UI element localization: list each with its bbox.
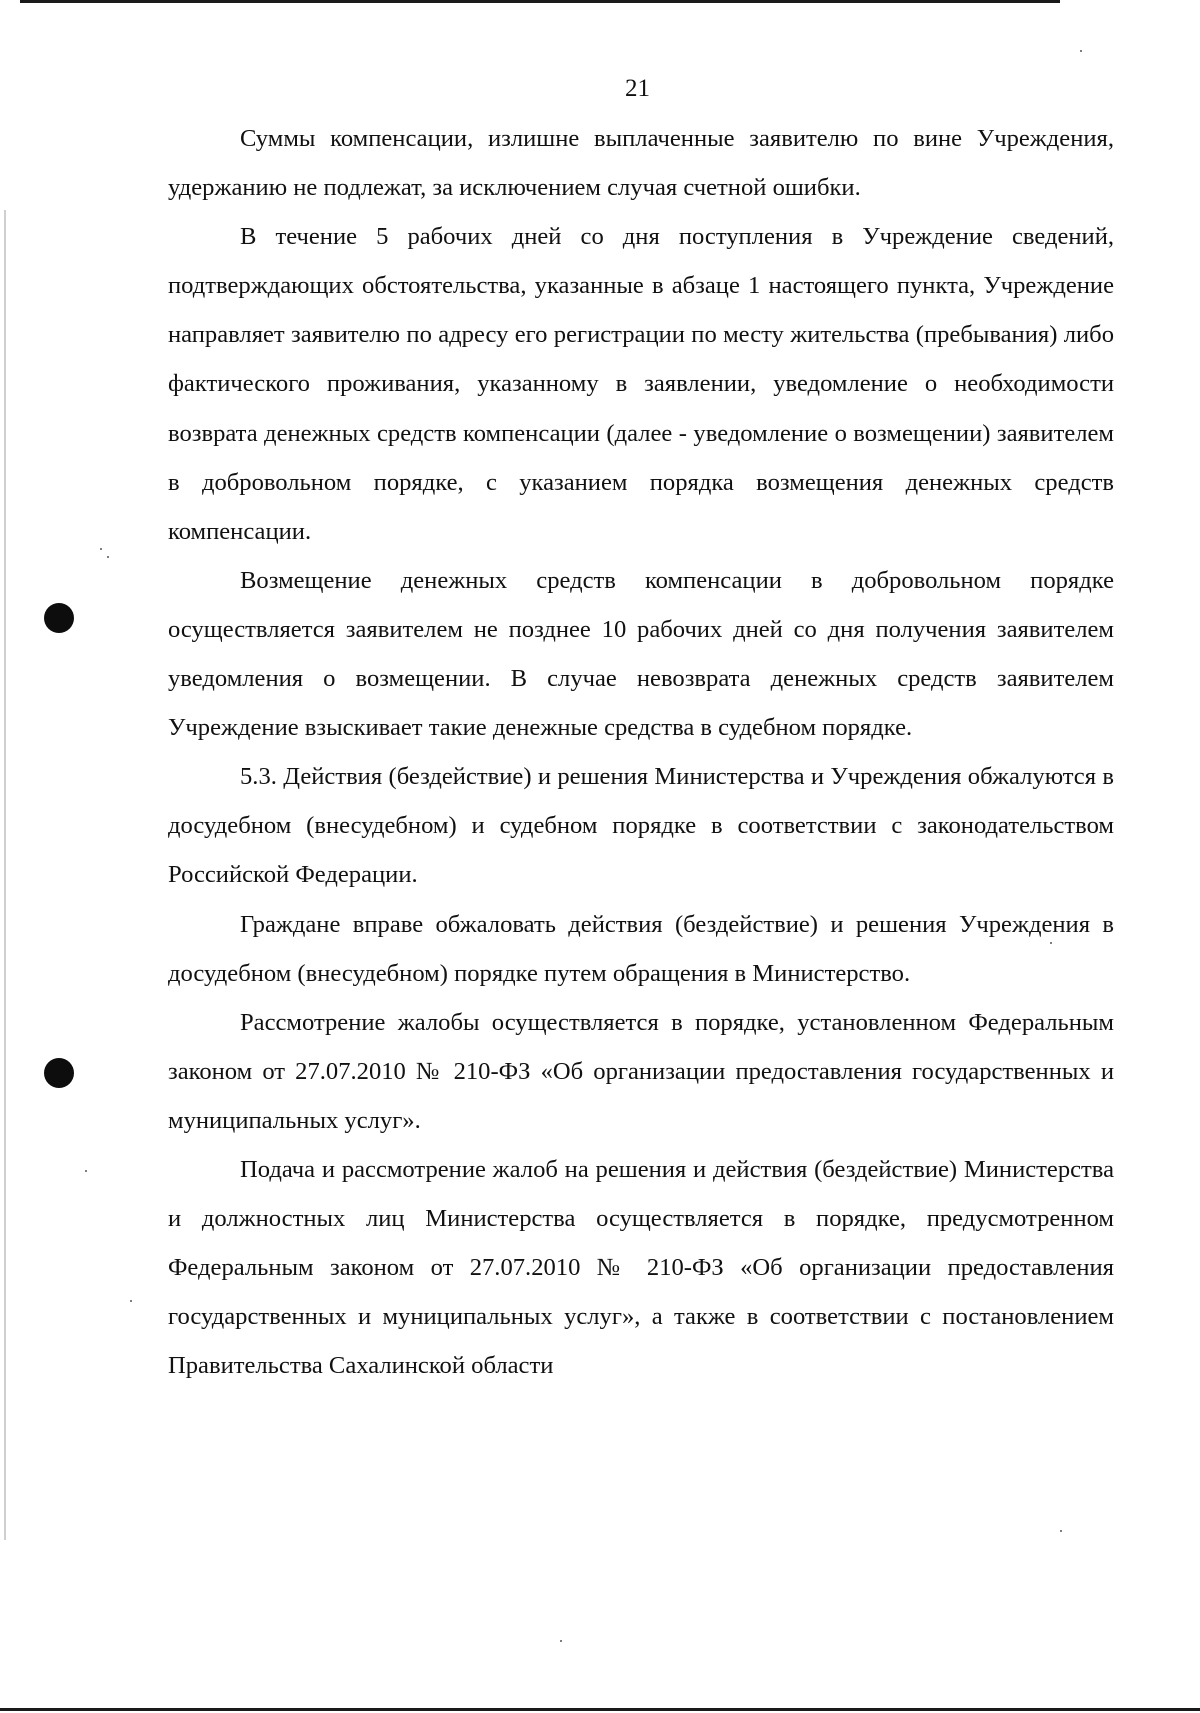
left-edge-shadow (4, 210, 6, 1540)
paragraph: 5.3. Действия (бездействие) и решения Министерства и Учреждения обжалуются в досудебном (внесудебном) и судебном порядке в соответствии с законодательством Российской Федерации. (168, 763, 1114, 889)
scan-speck (1080, 50, 1082, 52)
paragraph: Подача и рассмотрение жалоб на решения и действия (бездействие) Министерства и должностных лиц Министерства осуществляется в порядке, предусмотренном Федеральным законом от 27.07.2010 № 210-ФЗ «Об организации предоставления государственных и муниципальных услуг», а также в соответствии с постановлением Правительства Сахалинской области (168, 1155, 1114, 1380)
paragraph: В течение 5 рабочих дней со дня поступления в Учреждение сведений, подтверждающих обстоятельства, указанные в абзаце 1 настоящего пункта, Учреждение направляет заявителю по адресу его регистрации по месту жительства (пребывания) либо фактического проживания, указанному в заявлении, уведомление о необходимости возврата денежных средств компенсации (далее - уведомление о возмещении) заявителем в добровольном порядке, с указанием порядка возмещения денежных средств компенсации. (168, 223, 1114, 545)
scan-speck (130, 1300, 132, 1302)
paragraph: Рассмотрение жалобы осуществляется в порядке, установленном Федеральным законом от 27.07.2010 № 210-ФЗ «Об организации предоставления государственных и муниципальных услуг». (168, 1008, 1114, 1134)
punch-hole-icon (44, 603, 74, 633)
scan-speck (107, 556, 109, 558)
paragraph: Возмещение денежных средств компенсации в добровольном порядке осуществляется заявителем не позднее 10 рабочих дней со дня получения заявителем уведомления о возмещении. В случае невозврата денежных средств заявителем Учреждение взыскивает такие денежные средства в судебном порядке. (168, 566, 1114, 742)
top-edge-line (20, 0, 1060, 3)
scan-speck (560, 1640, 562, 1642)
punch-hole-icon (44, 1058, 74, 1088)
paragraph: Суммы компенсации, излишне выплаченные заявителю по вине Учреждения, удержанию не подлежат, за исключением случая счетной ошибки. (168, 125, 1114, 202)
scan-speck (1060, 1530, 1062, 1532)
scan-speck (85, 1170, 87, 1172)
page-number: 21 (625, 75, 650, 102)
document-body (168, 114, 1114, 1390)
scan-speck (100, 548, 102, 550)
bottom-edge-line (0, 1708, 1200, 1711)
paragraph: Граждане вправе обжаловать действия (бездействие) и решения Учреждения в досудебном (внесудебном) порядке путем обращения в Министерство. (168, 910, 1114, 987)
